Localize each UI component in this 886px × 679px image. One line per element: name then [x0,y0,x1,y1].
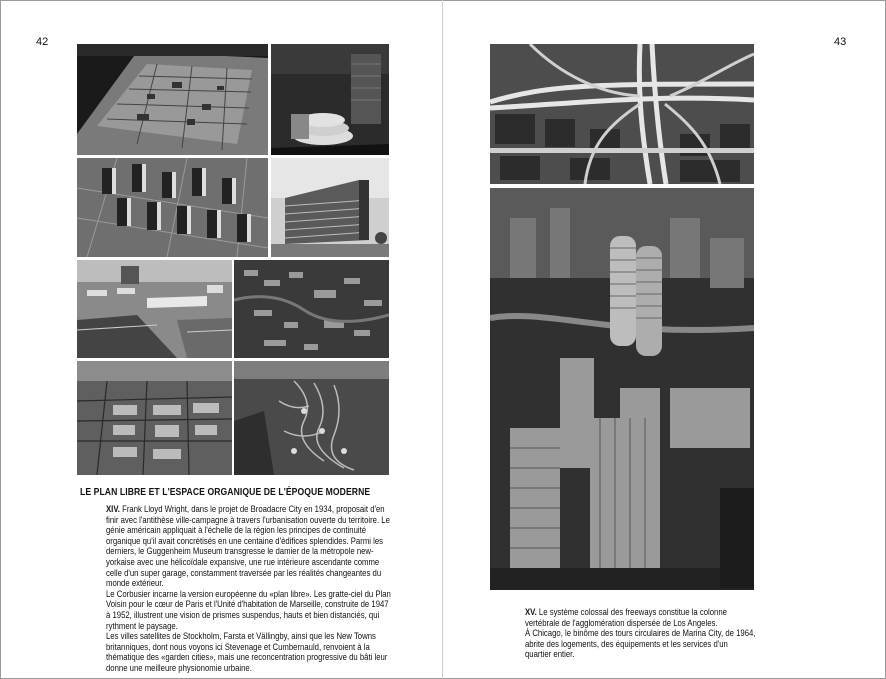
caption-paragraph [525,607,755,628]
vallingby-aerial-photo [77,260,232,358]
right-page-number: 43 [834,36,847,48]
caption-text: Le système colossal des freeways constitue la colonne vertébrale de l'agglomération dispersée de Los Angeles. [525,607,727,628]
caption-marker: XV. [525,607,537,617]
stevenage-aerial-photo [77,361,232,475]
left-caption [106,504,395,674]
guggenheim-museum-photo [271,44,389,155]
left-page-number: 42 [36,36,49,48]
marina-city-chicago-photo [490,188,754,590]
unite-habitation-marseille-photo [271,158,389,257]
plan-voisin-model-photo [77,158,268,257]
cumbernauld-aerial-photo [234,361,389,475]
caption-paragraph [106,504,395,589]
right-caption [525,607,755,660]
caption-paragraph: À Chicago, le binôme des tours circulaires de Marina City, de 1964, abrite des logements, des équipements et les services d'un quartier entier. [525,628,756,660]
caption-paragraph: Les villes satellites de Stockholm, Farsta et Vällingby, ainsi que les New Towns britanniques, dont nous voyons ici Stevenage et Cumbernauld, renvoient à la thématique des «garden cities», mais une reconcentration progressive du bâti leur donne une meilleure physionomie urbaine. [106,631,388,673]
caption-text: Frank Lloyd Wright, dans le projet de Broadacre City en 1934, proposait d'en finir avec l'antithèse ville-campagne à travers l'urbanisation ouverte du territoire. Le génie américain appliquait à l'échelle de la région les principes de continuité organique qu'il avait concrétisés en une centaine d'édifices splendides. Parmi les derniers, le Guggenheim Museum transgresse le damier de la métropole new-yorkaise avec une hélicoïdale expansive, une rue intérieure ascendante comme celle d'un super garage, constamment traversée par les réalités changeantes du monde extérieur. [106,504,390,589]
section-heading: LE PLAN LIBRE ET L'ESPACE ORGANIQUE DE L'ÉPOQUE MODERNE [80,486,371,498]
book-gutter [442,0,443,679]
farsta-aerial-photo [234,260,389,358]
los-angeles-freeway-photo [490,44,754,184]
caption-paragraph: Le Corbusier incarne la version européenne du «plan libre». Les gratte-ciel du Plan Voisin pour le cœur de Paris et l'Unité d'habitation de Marseille, construite de 1947 à 1952, illustrent une vision de prismes suspendus, hauts et bien distanciés, qui rythment le paysage. [106,588,391,631]
broadacre-city-model-photo [77,44,268,155]
caption-marker: XIV. [106,504,120,514]
